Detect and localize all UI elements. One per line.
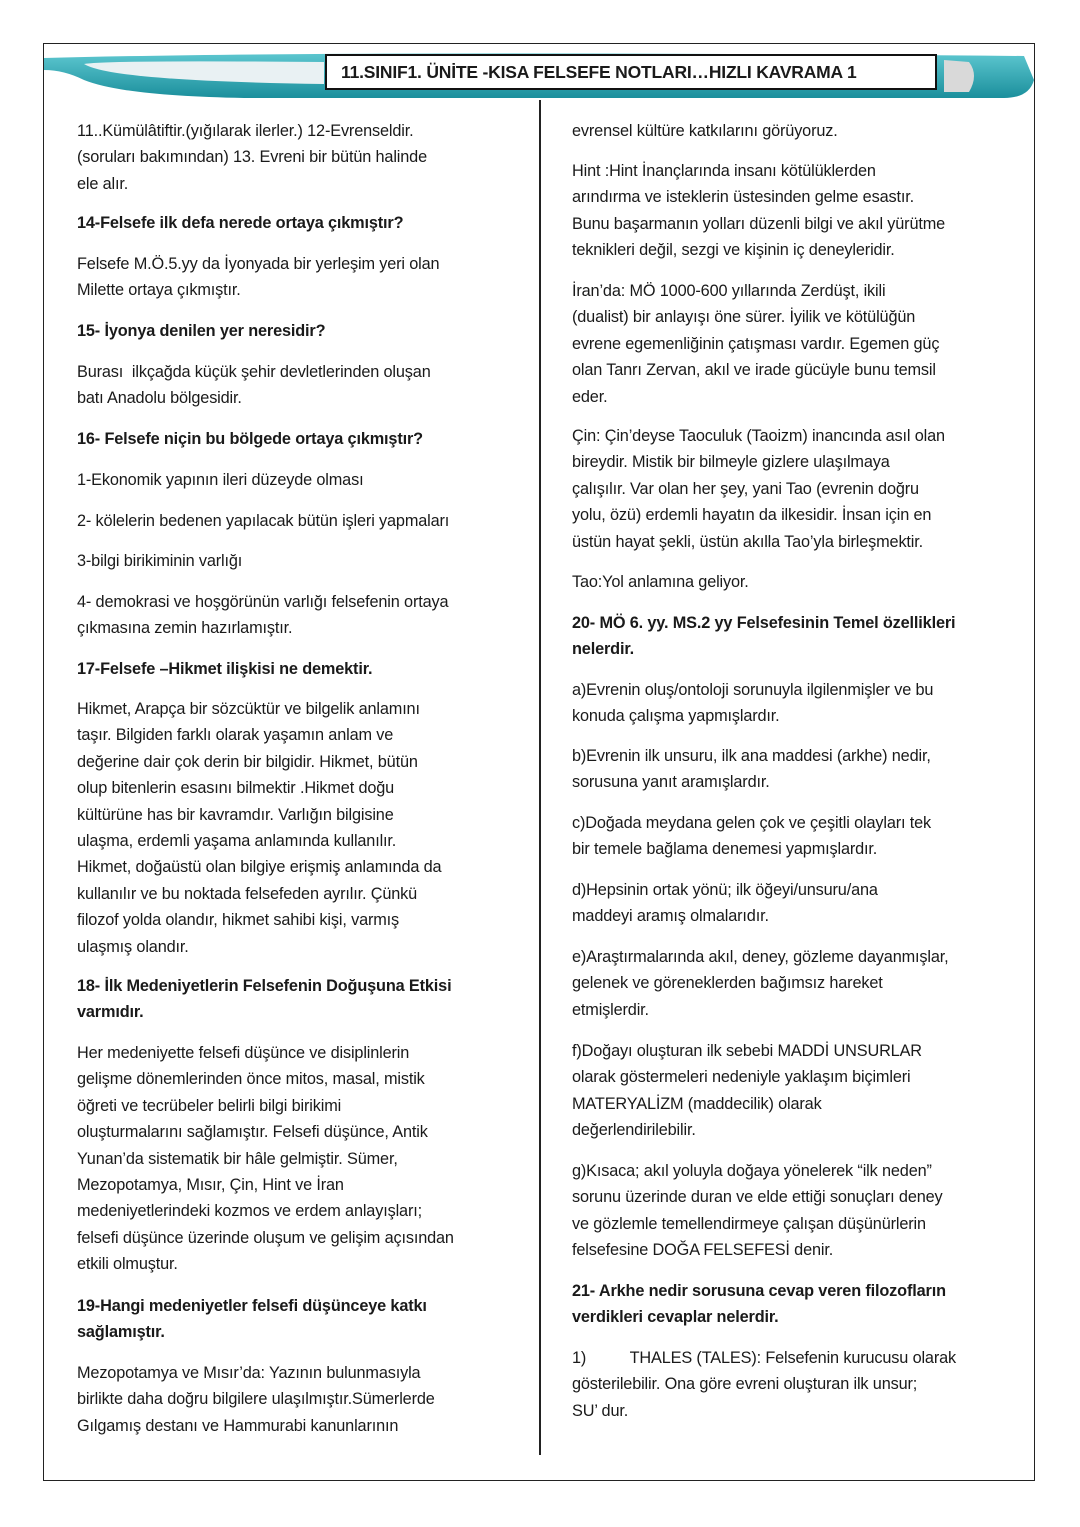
paragraph: Hikmet, Arapça bir sözcüktür ve bilgelik anlamını taşır. Bilgiden farklı olarak yaşamın anlam ve değerine dair çok derin bir bilgidir. Hikmet, bütün olup bitenlerin esasını bilmektir .Hikmet doğu kültürüne has bir kavramdır. Varlığın bilgisine ulaşma, erdemli yaşama anlamında kullanılır. Hikmet, doğaüstü olan bilgiye erişmiş anlamında da kullanılır ve bu noktada felsefeden ayrılır. Çünkü filozof yolda olandır, hikmet sahibi kişi, varmış ulaşmış olandır. bbox=[77, 700, 442, 956]
question-heading: 19-Hangi medeniyetler felsefi düşünceye katkı sağlamıştır. bbox=[77, 1297, 427, 1342]
paragraph: 3-bilgi birikiminin varlığı bbox=[77, 552, 243, 570]
paragraph: evrensel kültüre katkılarını görüyoruz. bbox=[572, 122, 838, 140]
paragraph: 1-Ekonomik yapının ileri düzeyde olması bbox=[77, 471, 364, 489]
paragraph: Her medeniyette felsefi düşünce ve disiplinlerin gelişme dönemlerinden önce mitos, masal, mistik öğreti ve tecrübeler belirli bilgi birikimi oluşturmalarını sağlamıştır. Felsefi düşünce, Antik Yunan’da sistematik bir hâle gelmiştir. Sümer, Mezopotamya, Mısır, Çin, Hint ve İran medeniyetlerindeki kozmos ve erdem anlayışları; felsefi düşünce üzerinde oluşum ve gelişim açısından etkili olmuştur. bbox=[77, 1044, 454, 1274]
question-heading: 18- İlk Medeniyetlerin Felsefenin Doğuşuna Etkisi varmıdır. bbox=[77, 977, 452, 1022]
paragraph: Hint :Hint İnançlarında insanı kötülüklerden arındırma ve isteklerin üstesinden gelme esastır. Bunu başarmanın yolları düzenli bilgi ve akıl yürütme teknikleri değil, sezgi ve kişinin iç deneyleridir. bbox=[572, 162, 946, 260]
paragraph: Çin: Çin’deyse Taoculuk (Taoizm) inancında asıl olan bireydir. Mistik bir bilmeyle gizlere ulaşılmaya çalışılır. Var olan her şey, yani Tao (evrenin doğru yolu, özü) erdemli hayatın da ilkesidir. İnsan için en üstün hayat şekli, üstün akılla Tao’yla birleşmektir. bbox=[572, 427, 945, 551]
question-heading: 14-Felsefe ilk defa nerede ortaya çıkmıştır? bbox=[77, 214, 404, 232]
paragraph: 4- demokrasi ve hoşgörünün varlığı felsefenin ortaya çıkmasına zemin hazırlamıştır. bbox=[77, 593, 449, 638]
paragraph: Felsefe M.Ö.5.yy da İyonyada bir yerleşim yeri olan Milette ortaya çıkmıştır. bbox=[77, 255, 440, 300]
page-title: 11.SINIF1. ÜNİTE -KISA FELSEFE NOTLARI…HIZLI KAVRAMA 1 bbox=[325, 54, 937, 90]
paragraph: a)Evrenin oluş/ontoloji sorunuyla ilgilenmişler ve bu konuda çalışma yapmışlardır. bbox=[572, 681, 934, 726]
paragraph: Tao:Yol anlamına geliyor. bbox=[572, 573, 749, 591]
paragraph: f)Doğayı oluşturan ilk sebebi MADDİ UNSURLAR olarak göstermeleri nedeniyle yaklaşım biçimleri MATERYALİZM (maddecilik) olarak değerlendirilebilir. bbox=[572, 1042, 922, 1140]
paragraph: Mezopotamya ve Mısır’da: Yazının bulunmasıyla birlikte daha doğru bilgilere ulaşılmıştır.Sümerlerde Gılgamış destanı ve Hammurabi kanunlarının bbox=[77, 1364, 435, 1435]
paragraph: 2- kölelerin bedenen yapılacak bütün işleri yapmaları bbox=[77, 512, 450, 530]
paragraph: 1) THALES (TALES): Felsefenin kurucusu olarak gösterilebilir. Ona göre evreni oluşturan ilk unsur; SU’ dur. bbox=[572, 1349, 957, 1420]
paragraph: d)Hepsinin ortak yönü; ilk öğeyi/unsuru/ana maddeyi aramış olmalarıdır. bbox=[572, 881, 878, 926]
paragraph: Burası ilkçağda küçük şehir devletlerinden oluşan batı Anadolu bölgesidir. bbox=[77, 363, 431, 408]
question-heading: 15- İyonya denilen yer neresidir? bbox=[77, 322, 326, 340]
paragraph: 11..Kümülâtiftir.(yığılarak ilerler.) 12-Evrenseldir. (soruları bakımından) 13. Evreni bir bütün halinde ele alır. bbox=[77, 122, 427, 193]
question-heading: 17-Felsefe –Hikmet ilişkisi ne demektir. bbox=[77, 660, 373, 678]
column-divider bbox=[539, 100, 541, 1455]
question-heading: 21- Arkhe nedir sorusuna cevap veren filozofların verdikleri cevaplar nelerdir. bbox=[572, 1282, 946, 1327]
paragraph: İran’da: MÖ 1000-600 yıllarında Zerdüşt, ikili (dualist) bir anlayışı öne sürer. İyilik ve kötülüğün evrene egemenliğinin çatışması vardır. Egemen güç olan Tanrı Zervan, akıl ve irade gücüyle bunu temsil eder. bbox=[572, 282, 940, 406]
paragraph: g)Kısaca; akıl yoluyla doğaya yönelerek “ilk neden” sorunu üzerinde duran ve elde ettiği sonuçları deney ve gözlemle temellendirmeye çalışan düşünürlerin felsefesine DOĞA FELSEFESİ denir. bbox=[572, 1162, 943, 1260]
paragraph: b)Evrenin ilk unsuru, ilk ana maddesi (arkhe) nedir, sorusuna yanıt aramışlardır. bbox=[572, 747, 931, 792]
question-heading: 16- Felsefe niçin bu bölgede ortaya çıkmıştır? bbox=[77, 430, 423, 448]
paragraph: c)Doğada meydana gelen çok ve çeşitli olayları tek bir temele bağlama denemesi yapmışlardır. bbox=[572, 814, 932, 859]
question-heading: 20- MÖ 6. yy. MS.2 yy Felsefesinin Temel özellikleri nelerdir. bbox=[572, 614, 956, 659]
paragraph: e)Araştırmalarında akıl, deney, gözleme dayanmışlar, gelenek ve göreneklerden bağımsız hareket etmişlerdir. bbox=[572, 948, 949, 1019]
